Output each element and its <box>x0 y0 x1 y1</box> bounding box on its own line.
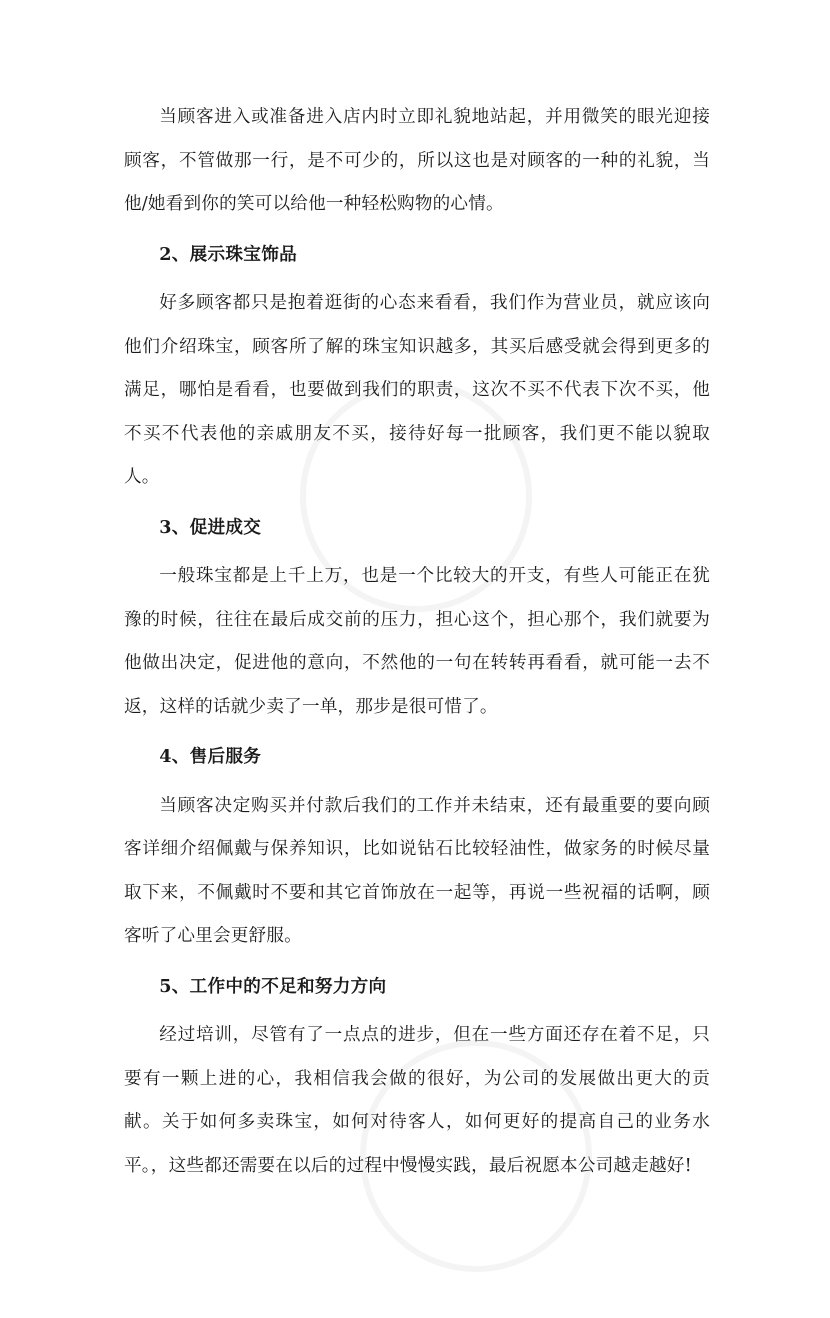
section-paragraph-aftersales: 当顾客决定购买并付款后我们的工作并未结束，还有最重要的要向顾客详细介绍佩戴与保养知识，比如说钻石比较轻油性，做家务的时候尽量取下来，不佩戴时不要和其它首饰放在一起等，再说一些祝福的话啊，顾客听了心里会更舒服。 <box>124 795 710 946</box>
section-heading-aftersales: 4、售后服务 <box>159 746 262 767</box>
section-heading-improvement: 5、工作中的不足和努力方向 <box>159 975 387 997</box>
document-body <box>124 96 710 1188</box>
intro-paragraph: 当顾客进入或准备进入店内时立即礼貌地站起，并用微笑的眼光迎接顾客，不管做那一行，是不可少的，所以这也是对顾客的一种的礼貌，当他/她看到你的笑可以给他一种轻松购物的心情。 <box>124 107 710 214</box>
section-paragraph-improvement: 经过培训，尽管有了一点点的进步，但在一些方面还存在着不足，只要有一颗上进的心，我相信我会做的很好，为公司的发展做出更大的贡献。关于如何多卖珠宝，如何对待客人，如何更好的提高自己的业务水平。，这些都还需要在以后的过程中慢慢实践，最后祝愿本公司越走越好! <box>124 1025 710 1176</box>
section-heading-display: 2、展示珠宝饰品 <box>159 243 297 265</box>
section-paragraph-closing: 一般珠宝都是上千上万，也是一个比较大的开支，有些人可能正在犹豫的时候，往往在最后成交前的压力，担心这个，担心那个，我们就要为他做出决定，促进他的意向，不然他的一句在转转再看看，就可能一去不返，这样的话就少卖了一单，那步是很可惜了。 <box>124 566 710 717</box>
section-paragraph-display: 好多顾客都只是抱着逛街的心态来看看，我们作为营业员，就应该向他们介绍珠宝，顾客所了解的珠宝知识越多，其买后感受就会得到更多的满足，哪怕是看看，也要做到我们的职责，这次不买不代表下次不买，他不买不代表他的亲戚朋友不买，接待好每一批顾客，我们更不能以貌取人。 <box>124 293 710 487</box>
section-heading-closing: 3、促进成交 <box>159 516 262 538</box>
